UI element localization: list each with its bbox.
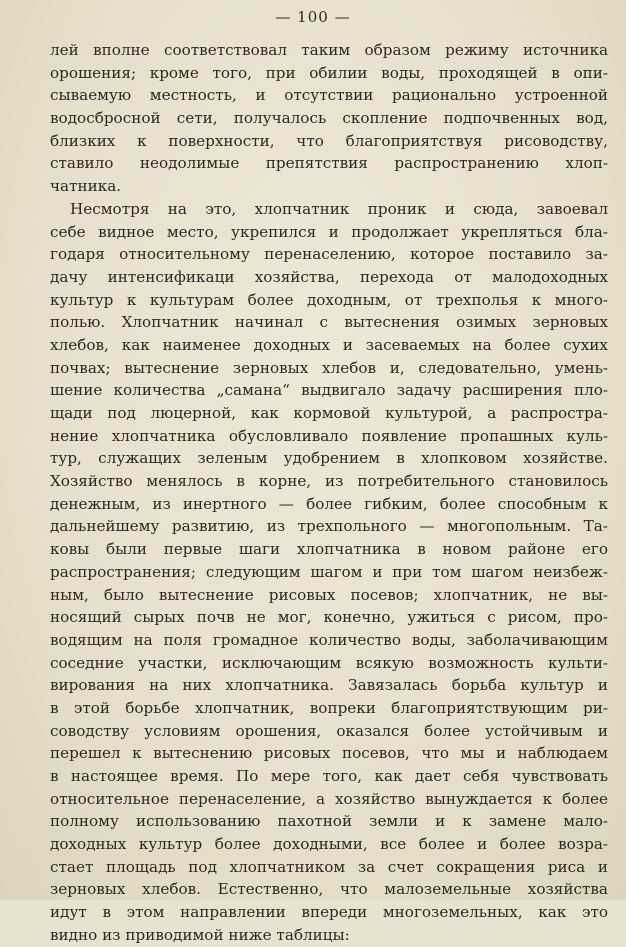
text-line: тур, служащих зеленым удобрением в хлопковом хозяйстве. bbox=[50, 449, 608, 468]
text-line: доходных культур более доходными, все более и более возра- bbox=[50, 835, 608, 854]
text-line: в этой борьбе хлопчатник, вопреки благоприятствующим ри- bbox=[50, 698, 608, 717]
page-text bbox=[50, 39, 608, 947]
text-line: дачу интенсификаци хозяйства, перехода от малодоходных bbox=[50, 267, 608, 286]
text-line: носящий сырых почв не мог, конечно, ужиться с рисом, про- bbox=[50, 608, 608, 627]
text-line: зерновых хлебов. Естественно, что малоземельные хозяйства bbox=[50, 880, 608, 899]
text-line: видно из приводимой ниже таблицы: bbox=[50, 925, 350, 944]
text-line: денежным, из инертного — более гибким, более способным к bbox=[50, 494, 608, 513]
text-line: чатника. bbox=[50, 177, 122, 196]
text-line: щади под люцерной, как кормовой культурой, а распростра- bbox=[50, 404, 608, 422]
text-line: сываемую местность, и отсутствии рационально устроенной bbox=[50, 86, 608, 105]
text-line: полному использованию пахотной земли и к замене мало- bbox=[50, 812, 608, 831]
text-line: стает площадь под хлопчатником за счет сокращения риса и bbox=[50, 857, 608, 876]
text-line: водящим на поля громадное количество воды, заболачивающим bbox=[50, 630, 608, 649]
text-line: Хозяйство менялось в корне, из потребительного становилось bbox=[50, 472, 608, 491]
text-line: себе видное место, укрепился и продолжает укрепляться бла- bbox=[50, 222, 608, 241]
text-line: полью. Хлопчатник начинал с вытеснения озимых зерновых bbox=[50, 313, 608, 332]
text-line: вирования на них хлопчатника. Завязалась борьба культур и bbox=[50, 676, 608, 695]
text-line: хлебов, как наименее доходных и засеваемых на более сухих bbox=[50, 335, 608, 354]
text-line: соводству условиям орошения, оказался более устойчивым и bbox=[50, 721, 608, 740]
text-line: распространения; следующим шагом и при том шагом неизбеж- bbox=[50, 562, 608, 581]
page-number: — 100 — bbox=[275, 8, 351, 26]
text-line: в настоящее время. По мере того, как дает себя чувствовать bbox=[50, 767, 608, 785]
text-line: лей вполне соответствовал таким образом режиму источника bbox=[50, 41, 608, 59]
text-line: дальнейшему развитию, из трехпольного — многопольным. Та- bbox=[50, 517, 608, 536]
text-line: ставило неодолимые препятствия распространению хлоп- bbox=[50, 154, 608, 173]
text-line: близких к поверхности, что благоприятствуя рисоводству, bbox=[50, 131, 608, 150]
text-line: перешел к вытеснению рисовых посевов, что мы и наблюдаем bbox=[50, 744, 608, 763]
text-line: идут в этом направлении впереди многоземельных, как это bbox=[50, 903, 608, 922]
text-line: ным, было вытеснение рисовых посевов; хлопчатник, не вы- bbox=[50, 585, 608, 604]
text-line: ковы были первые шаги хлопчатника в новом районе его bbox=[50, 540, 608, 559]
text-line: нение хлопчатника обусловливало появление пропашных куль- bbox=[50, 426, 608, 445]
text-line: годаря относительному перенаселению, которое поставило за- bbox=[50, 245, 608, 264]
text-line: орошения; кроме того, при обилии воды, проходящей в опи- bbox=[50, 63, 608, 82]
text-line: почвах; вытеснение зерновых хлебов и, следовательно, умень- bbox=[50, 358, 608, 377]
text-line: соседние участки, исключающим всякую возможность культи- bbox=[50, 653, 608, 672]
text-line: относительное перенаселение, а хозяйство вынуждается к более bbox=[50, 789, 608, 808]
text-line: культур к культурам более доходным, от трехполья к много- bbox=[50, 290, 608, 309]
text-line: водосбросной сети, получалось скопление подпочвенных вод, bbox=[50, 109, 608, 128]
text-line: шение количества „самана“ выдвигало задачу расширения пло- bbox=[50, 381, 608, 400]
text-line: Несмотря на это, хлопчатник проник и сюда, завоевал bbox=[70, 199, 608, 218]
